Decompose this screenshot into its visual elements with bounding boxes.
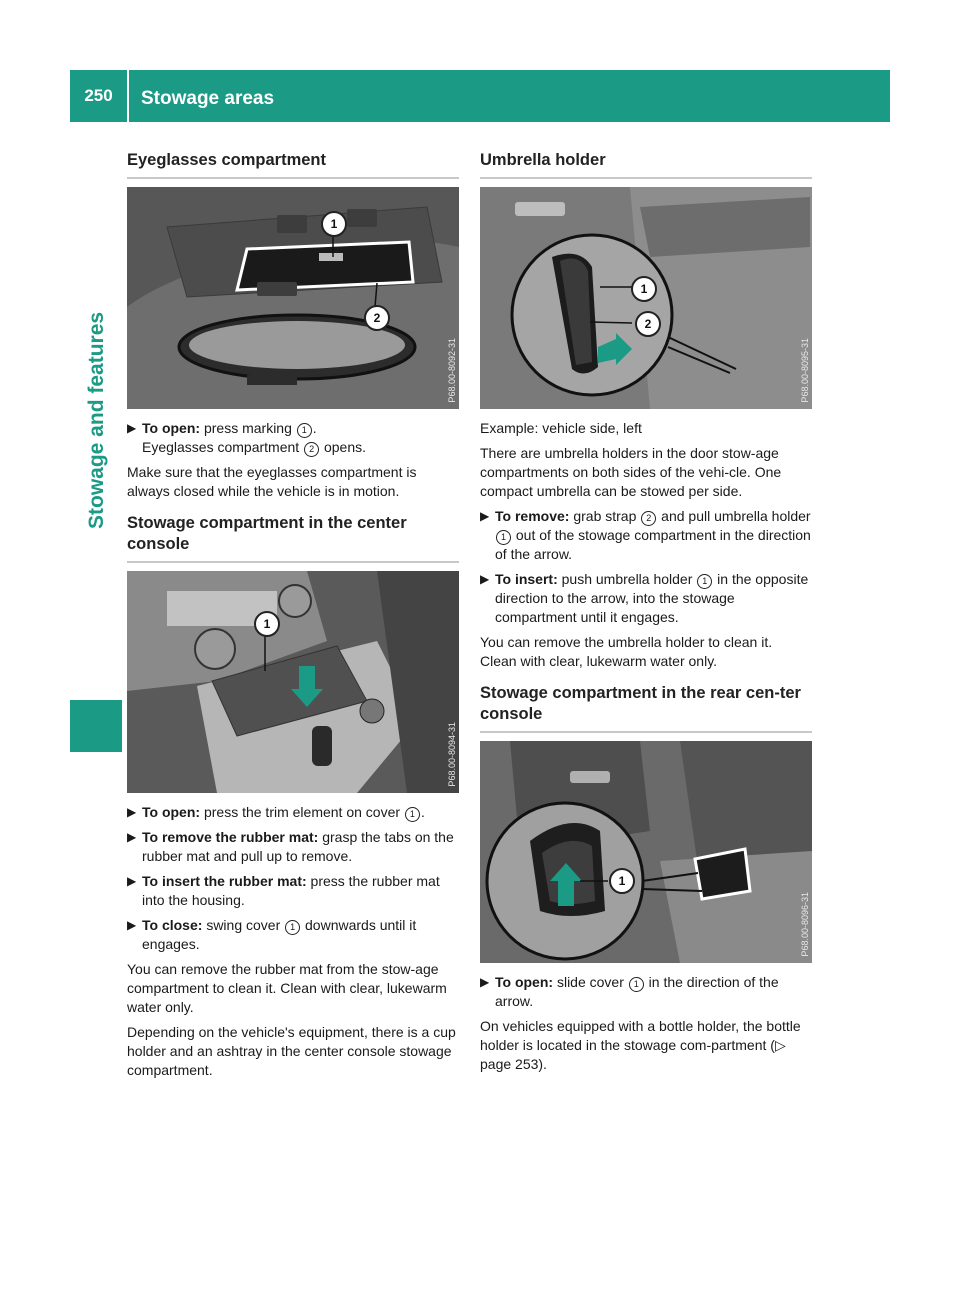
- step-insert-mat: [127, 872, 459, 910]
- step-text: grasp the tabs on the rubber mat and pull up to remove.: [142, 829, 454, 864]
- step-text: out of the stowage compartment in the direction of the arrow.: [495, 527, 811, 562]
- ref-2-icon: 2: [641, 511, 656, 526]
- figure-code: P68.00-8095-31: [800, 338, 810, 403]
- rear-console-paragraph: [480, 1017, 812, 1074]
- bullet-arrow-icon: ▶: [127, 918, 137, 932]
- step-text: Eyeglasses compartment: [142, 439, 300, 455]
- eyeglasses-note: Make sure that the eyeglasses compartment is always closed while the vehicle is in motion.: [127, 464, 417, 499]
- section-side-marker: [70, 700, 122, 752]
- figure-code: P68.00-8094-31: [447, 722, 457, 787]
- bullet-arrow-icon: ▶: [480, 975, 490, 989]
- bullet-arrow-icon: ▶: [127, 421, 137, 435]
- rear-console-figure: [480, 741, 812, 963]
- step-text: swing cover: [206, 917, 281, 933]
- bullet-arrow-icon: ▶: [127, 830, 137, 844]
- callout-2: 2: [364, 305, 390, 331]
- console-paragraph-2: Depending on the vehicle's equipment, there is a cup holder and an ashtray in the center console stowage compartment.: [127, 1024, 456, 1078]
- step-label: To remove:: [495, 508, 570, 524]
- step-text: and pull umbrella holder: [661, 508, 811, 524]
- figure-code: P68.00-8096-31: [800, 892, 810, 957]
- ref-1-icon: 1: [405, 807, 420, 822]
- left-column: [127, 150, 459, 1086]
- step-text: grab strap: [573, 508, 637, 524]
- ref-1-icon: 1: [496, 530, 511, 545]
- step-text: in the opposite direction to the arrow, into the stowage compartment until it engages.: [495, 571, 809, 625]
- callout-1: 1: [631, 276, 657, 302]
- step-label: To open:: [495, 974, 554, 990]
- callout-2: 2: [635, 311, 661, 337]
- step-text: .: [420, 804, 425, 820]
- ref-1-icon: 1: [697, 574, 712, 589]
- step-text: opens.: [323, 439, 367, 455]
- ref-1-icon: 1: [297, 423, 312, 438]
- umbrella-paragraph-1: There are umbrella holders in the door stow-age compartments on both sides of the vehi-cle. One compact umbrella can be stowed per side.: [480, 445, 782, 499]
- center-console-figure: [127, 571, 459, 793]
- page-ref-link[interactable]: page 253).: [480, 1056, 547, 1072]
- step-text: push umbrella holder: [561, 571, 693, 587]
- step-text: press the trim element on cover: [203, 804, 401, 820]
- step-label: To close:: [142, 917, 203, 933]
- step-text: .: [312, 420, 317, 436]
- callout-1: 1: [254, 611, 280, 637]
- step-label: To open:: [142, 804, 201, 820]
- header-divider: [127, 70, 129, 122]
- paragraph-text: On vehicles equipped with a bottle holder, the bottle holder is located in the stowage com-partment (: [480, 1018, 801, 1053]
- figure-code: P68.00-8092-31: [447, 338, 457, 403]
- step-insert-umbrella: [480, 570, 812, 627]
- eyeglasses-illustration: [127, 187, 459, 409]
- step-text: press marking: [203, 420, 292, 436]
- umbrella-caption: Example: vehicle side, left: [480, 420, 642, 436]
- eyeglasses-figure: [127, 187, 459, 409]
- callout-1: 1: [609, 868, 635, 894]
- right-column: [480, 150, 812, 1080]
- step-text: in the direction of the arrow.: [495, 974, 779, 1009]
- center-console-illustration: [127, 571, 459, 793]
- page-number: 250: [84, 86, 113, 105]
- bullet-arrow-icon: ▶: [480, 509, 490, 523]
- section-side-label: Stowage and features: [85, 311, 108, 529]
- step-open-console: [127, 803, 459, 822]
- bullet-arrow-icon: ▶: [127, 874, 137, 888]
- page-ref-arrow-icon: ▷: [774, 1037, 786, 1053]
- umbrella-paragraph-2: You can remove the umbrella holder to clean it. Clean with clear, lukewarm water only.: [480, 634, 773, 669]
- center-console-heading: Stowage compartment in the center console: [127, 513, 459, 563]
- ref-1-icon: 1: [629, 977, 644, 992]
- step-close-console: [127, 916, 459, 954]
- rear-console-heading: Stowage compartment in the rear cen-ter console: [480, 683, 812, 733]
- step-remove-mat: [127, 828, 459, 866]
- step-label: To open:: [142, 420, 201, 436]
- step-label: To insert the rubber mat:: [142, 873, 307, 889]
- callout-1: 1: [321, 211, 347, 237]
- umbrella-figure: [480, 187, 812, 409]
- ref-1-icon: 1: [285, 920, 300, 935]
- step-remove-umbrella: [480, 507, 812, 564]
- bullet-arrow-icon: ▶: [480, 572, 490, 586]
- umbrella-heading: Umbrella holder: [480, 150, 812, 179]
- page-title: Stowage areas: [141, 88, 275, 109]
- step-open-eyeglasses: [127, 419, 459, 457]
- step-label: To remove the rubber mat:: [142, 829, 319, 845]
- step-text: slide cover: [556, 974, 624, 990]
- ref-2-icon: 2: [304, 442, 319, 457]
- bullet-arrow-icon: ▶: [127, 805, 137, 819]
- step-label: To insert:: [495, 571, 558, 587]
- step-text: press the rubber mat into the housing.: [142, 873, 440, 908]
- eyeglasses-heading: Eyeglasses compartment: [127, 150, 459, 179]
- step-open-rear-console: [480, 973, 812, 1011]
- console-paragraph-1: You can remove the rubber mat from the stow-age compartment to clean it. Clean with clear, lukewarm water only.: [127, 961, 447, 1015]
- rear-console-illustration: [480, 741, 812, 963]
- step-text: downwards until it engages.: [142, 917, 417, 952]
